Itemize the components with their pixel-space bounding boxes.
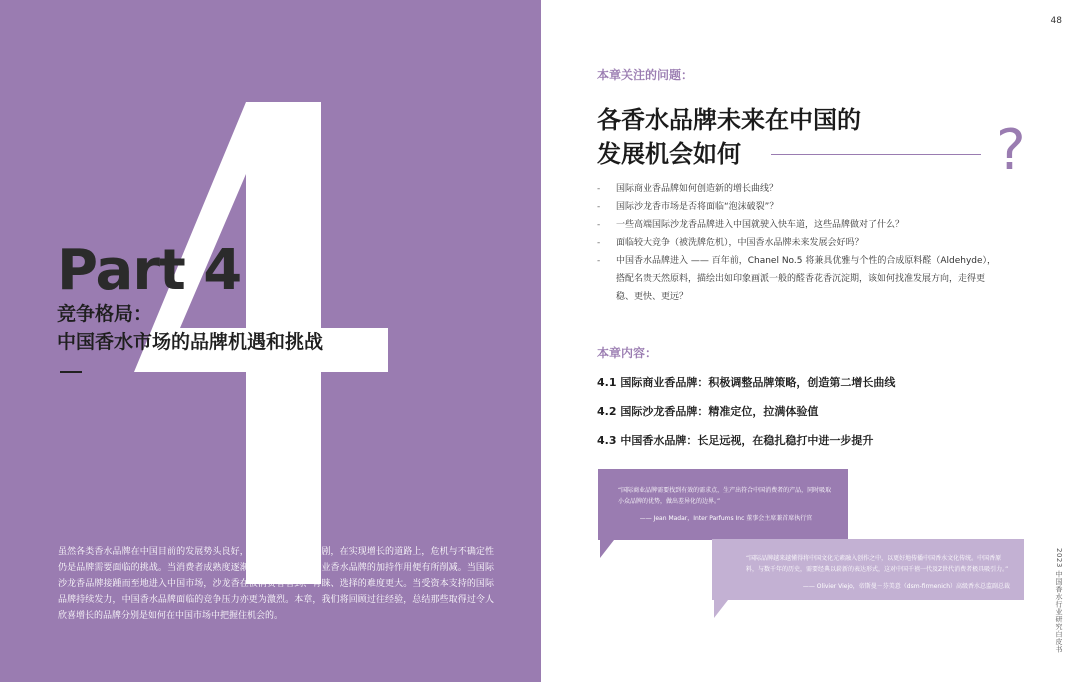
list-item bbox=[597, 198, 997, 216]
chapter-subtitle-line2: 中国香水市场的品牌机遇和挑战 bbox=[57, 331, 324, 353]
list-item bbox=[597, 234, 997, 252]
bullet-dash: - bbox=[597, 256, 601, 266]
toc-item: 4.1 国际商业香品牌：积极调整品牌策略，创造第二增长曲线 bbox=[597, 376, 896, 389]
chapter-subtitle-line1: 竞争格局： bbox=[57, 303, 153, 325]
quote-text: “国际品牌越来越懂得将中国文化元素融入创作之中，以更好地传播中国香水文化传统。中国香原料，与数千年的历史，需要经典以崭新的表达形式，这对中国千禧一代及Z世代消费者极具吸引力。” bbox=[746, 555, 1009, 573]
question-text: 中国香水品牌进入 —— 百年前，Chanel No.5 将兼具优雅与个性的合成原料醛（Aldehyde），搭配名贵天然原料，描绘出如印象画派一般的醛香花香沉淀期，该如何找准发展方向，走得更稳、更快、更远？ bbox=[616, 256, 997, 302]
question-rule bbox=[771, 154, 981, 155]
content-label: 本章内容： bbox=[597, 346, 658, 360]
question-mark-icon: ? bbox=[996, 118, 1026, 183]
bullet-dash: - bbox=[597, 202, 601, 212]
bullet-dash: - bbox=[597, 238, 601, 248]
question-text: 一些高端国际沙龙香品牌进入中国就驶入快车道，这些品牌做对了什么？ bbox=[616, 220, 905, 230]
list-item bbox=[597, 216, 997, 234]
bullet-dash: - bbox=[597, 184, 601, 194]
chapter-subtitle bbox=[57, 300, 323, 356]
focus-label: 本章关注的问题： bbox=[597, 68, 694, 82]
question-text: 国际商业香品牌如何创造新的增长曲线？ bbox=[616, 184, 779, 194]
list-item bbox=[597, 180, 997, 198]
quote-bubble-1 bbox=[598, 469, 848, 540]
quote-text: “国际商业品牌需要找到有效的需求点，生产出符合中国消费者的产品，同时吸取小众品牌的优势，做出差异化的边界。” bbox=[618, 487, 832, 505]
right-page bbox=[541, 0, 1080, 682]
question-text: 面临较大竞争（被洗牌危机），中国香水品牌未来发展会好吗？ bbox=[616, 238, 864, 248]
main-question-line2: 发展机会如何 bbox=[597, 140, 741, 168]
question-text: 国际沙龙香市场是否将面临“泡沫破裂”？ bbox=[616, 202, 779, 212]
toc-item: 4.2 国际沙龙香品牌：精准定位，拉满体验值 bbox=[597, 405, 819, 418]
toc-item: 4.3 中国香水品牌：长足远视，在稳扎稳打中进一步提升 bbox=[597, 434, 874, 447]
question-list bbox=[597, 180, 997, 306]
intro-paragraph: 虽然各类香水品牌在中国目前的发展势头良好，但市场竞争持续加剧，在实现增长的道路上，危机与不确定性仍是品牌需要面临的挑战。当消费者成熟度逐渐变得更高，国际商业香水品牌的加持作用便有所削减。当国际沙龙香品牌接踵而至地进入中国市场，沙龙香在被消费者看到、青睐、选择的难度更大。当受资本支持的国际品牌持续发力，中国香水品牌面临的竞争压力亦更为激烈。本章，我们将回顾过往经验，总结那些取得过令人欣喜增长的品牌分别是如何在中国市场中把握住机会的。 bbox=[58, 547, 494, 621]
quote-attribution: —— Olivier Viejo，帝斯曼－芬美意（dsm-firmenich）高级香水总监副总裁 bbox=[802, 583, 1010, 590]
running-footer: 2023 中国香水行业研究白皮书 bbox=[1055, 548, 1063, 654]
list-item bbox=[597, 252, 997, 306]
page-number: 48 bbox=[1050, 16, 1062, 26]
quote-bubble-2 bbox=[712, 539, 1024, 600]
part-title: Part 4 bbox=[57, 238, 242, 303]
speech-tail-1 bbox=[600, 540, 614, 558]
divider bbox=[60, 371, 82, 373]
speech-tail-2 bbox=[714, 600, 728, 618]
main-question bbox=[597, 103, 861, 171]
quote-attribution: —— Jean Madar，Inter Parfums Inc 董事会主席兼首席执行官 bbox=[639, 515, 813, 522]
bullet-dash: - bbox=[597, 220, 601, 230]
table-of-contents bbox=[597, 376, 895, 463]
main-question-line1: 各香水品牌未来在中国的 bbox=[597, 106, 861, 134]
